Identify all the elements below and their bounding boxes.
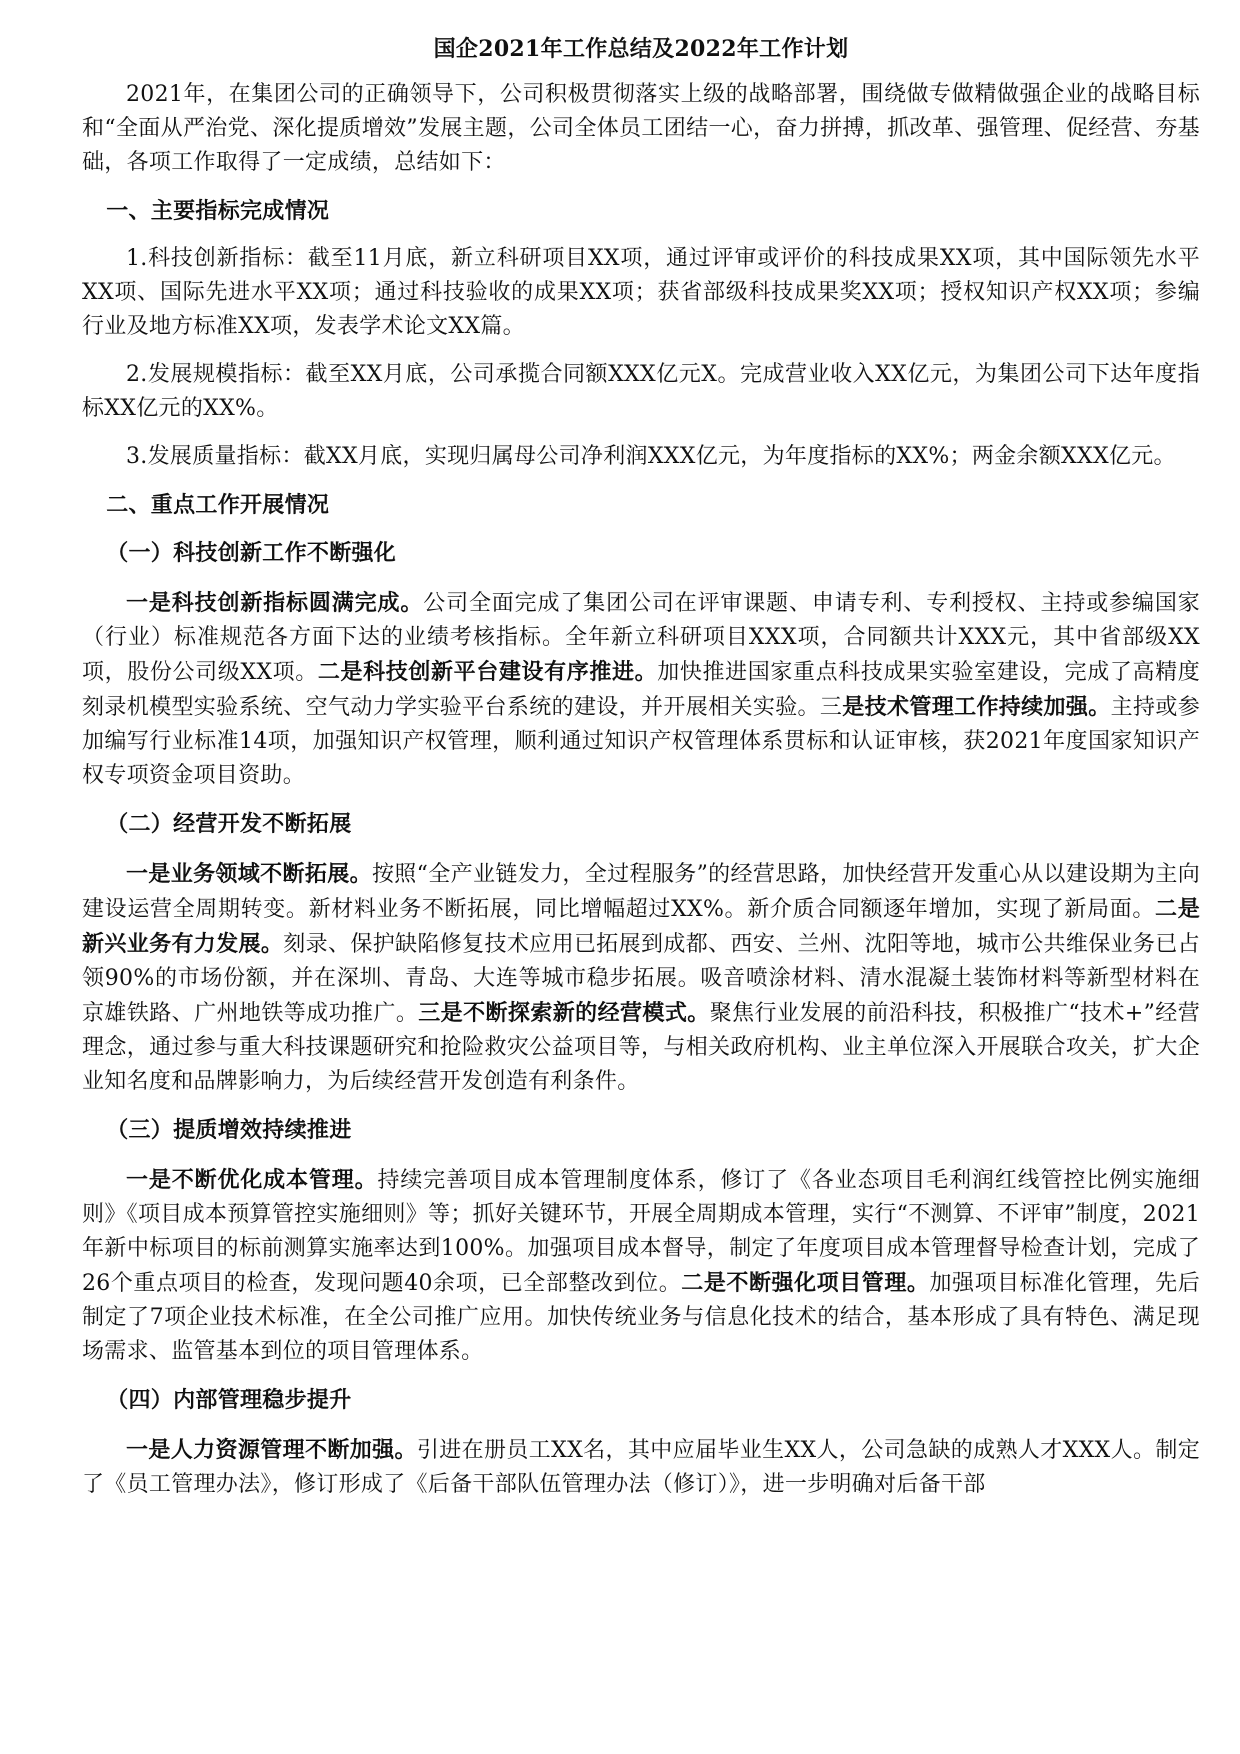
paragraph xyxy=(82,358,1200,426)
paragraph xyxy=(82,1433,1200,1502)
document-page xyxy=(82,32,1200,1516)
paragraph xyxy=(82,242,1200,344)
bold-text-run: 一是不断优化成本管理。 xyxy=(126,1167,378,1193)
text-run: 3.发展质量指标：截XX月底，实现归属母公司净利润XXX亿元，为年度指标的XX%；两金余额XXX亿元。 xyxy=(126,444,1176,469)
bold-text-run: 一是业务领域不断拓展。 xyxy=(126,861,372,887)
section-heading xyxy=(82,488,1200,522)
bold-text-run: 二是科技创新平台建设有序推进。 xyxy=(317,659,658,685)
text-run: 2.发展规模指标：截至XX月底，公司承揽合同额XXX亿元X。完成营业收入XX亿元，为集团公司下达年度指标XX亿元的XX%。 xyxy=(82,362,1200,421)
text-run: 2021年，在集团公司的正确领导下，公司积极贯彻落实上级的战略部署，围绕做专做精做强企业的战略目标和“全面从严治党、深化提质增效”发展主题，公司全体员工团结一心，奋力拼搏，抓改革、强管理、促经营、夯基础，各项工作取得了一定成绩，总结如下： xyxy=(82,82,1200,175)
paragraph xyxy=(82,857,1200,1099)
bold-text-run: 一、主要指标完成情况 xyxy=(106,198,330,224)
text-run: 主持或参加编写行业标准14项，加强知识产权管理，顺利通过知识产权管理体系贯标和认证审核，获2021年度国家知识产权专项资金项目资助。 xyxy=(82,695,1201,788)
text-run: 刻录、保护缺陷修复技术应用已拓展到成都、西安、兰州、沈阳等地，城市公共维保业务已占领90%的市场份额，并在深圳、青岛、大连等城市稳步拓展。吸音喷涂材料、清水混凝土装饰材料等新型材料在京雄铁路、广州地铁等成功推广。 xyxy=(82,932,1200,1026)
text-run: 公司全面完成了集团公司在评审课题、申请专利、专利授权、主持或参编国家（行业）标准规范各方面下达的业绩考核指标。全年新立科研项目XXX项，合同额共计XXX元，其中省部级XX项，股份公司级XX项。 xyxy=(82,591,1200,685)
bold-text-run: 一是科技创新指标圆满完成。 xyxy=(126,590,424,616)
text-run: 引进在册员工XX名，其中应届毕业生XX人，公司急缺的成熟人才XXX人。制定了《员工管理办法》，修订形成了《后备干部队伍管理办法（修订）》，进一步明确对后备干部 xyxy=(82,1438,1200,1497)
paragraph xyxy=(82,586,1200,793)
document-title: 国企2021年工作总结及2022年工作计划 xyxy=(433,36,849,62)
paragraph xyxy=(82,1163,1200,1369)
subsection-heading xyxy=(82,807,1200,841)
subsection-heading xyxy=(82,536,1200,570)
bold-text-run: 二是不断强化项目管理。 xyxy=(681,1270,930,1296)
text-run: 聚焦行业发展的前沿科技，积极推广“技术+”经营理念，通过参与重大科技课题研究和抢险救灾公益项目等，与相关政府机构、业主单位深入开展联合攻关，扩大企业知名度和品牌影响力，为后续经营开发创造有利条件。 xyxy=(82,1001,1200,1094)
section-heading xyxy=(82,194,1200,228)
bold-text-run: （一）科技创新工作不断强化 xyxy=(106,540,397,566)
bold-text-run: 二是新兴业务有力发展。 xyxy=(82,896,1200,957)
subsection-heading xyxy=(82,1113,1200,1147)
text-run: 加强项目标准化管理，先后制定了7项企业技术标准，在全公司推广应用。加快传统业务与信息化技术的结合，基本形成了具有特色、满足现场需求、监管基本到位的项目管理体系。 xyxy=(82,1271,1200,1364)
bold-text-run: （四）内部管理稳步提升 xyxy=(106,1387,352,1413)
text-run: 加快推进国家重点科技成果实验室建设，完成了高精度刻录机模型实验系统、空气动力学实验平台系统的建设，并开展相关实验。三 xyxy=(82,660,1201,720)
bold-text-run: 一是人力资源管理不断加强。 xyxy=(126,1437,417,1463)
bold-text-run: 是技术管理工作持续加强。 xyxy=(842,694,1111,720)
bold-text-run: （二）经营开发不断拓展 xyxy=(106,811,352,837)
document-body xyxy=(82,78,1200,1502)
paragraph xyxy=(82,440,1200,474)
text-run: 持续完善项目成本管理制度体系，修订了《各业态项目毛利润红线管控比例实施细则》《项目成本预算管控实施细则》等；抓好关键环节，开展全周期成本管理，实行“不测算、不评审”制度，2021年新中标项目的标前测算实施率达到100%。加强项目成本督导，制定了年度项目成本管理督导检查计划，完成了26个重点项目的检查，发现问题40余项，已全部整改到位。 xyxy=(82,1168,1200,1296)
text-run: 按照“全产业链发力，全过程服务”的经营思路，加快经营开发重心从以建设期为主向建设运营全周期转变。新材料业务不断拓展，同比增幅超过XX%。新介质合同额逐年增加，实现了新局面。 xyxy=(82,862,1200,922)
bold-text-run: 二、重点工作开展情况 xyxy=(106,492,330,518)
bold-text-run: 三是不断探索新的经营模式。 xyxy=(418,1000,710,1026)
text-run: 1.科技创新指标：截至11月底，新立科研项目XX项，通过评审或评价的科技成果XX项，其中国际领先水平XX项、国际先进水平XX项；通过科技验收的成果XX项；获省部级科技成果奖XX项；授权知识产权XX项；参编行业及地方标准XX项，发表学术论文XX篇。 xyxy=(82,246,1200,339)
paragraph xyxy=(82,78,1200,180)
subsection-heading xyxy=(82,1383,1200,1417)
bold-text-run: （三）提质增效持续推进 xyxy=(106,1117,352,1143)
